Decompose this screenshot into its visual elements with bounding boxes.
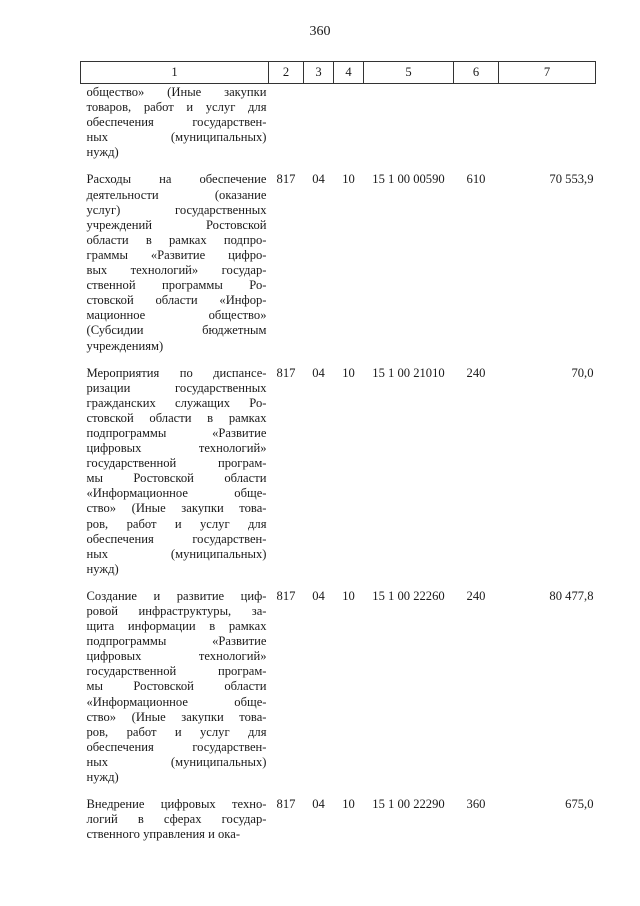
description-line: логий в сферах государ- [86,812,267,827]
amount-cell [499,84,596,161]
description-line: ров, работ и услуг для [86,724,267,739]
description-line: стовской области «Инфор- [86,293,267,308]
subsection-code-cell: 10 [342,172,355,187]
target-article-cell: 15 1 00 21010 [372,365,445,380]
target-article-cell: 15 1 00 22290 [372,797,445,812]
description-line: цифровых технологий» [86,649,267,664]
description-line: щита информации в рамках [86,619,267,634]
description-line: нужд) [86,145,119,160]
expense-type-cell: 610 [466,172,486,187]
subsection-code-cell: 10 [342,797,355,812]
description-line: ров, работ и услуг для [86,516,267,531]
page-number: 360 [309,24,331,39]
column-header-7: 7 [499,62,596,84]
description-line: граммы «Развитие цифро- [86,247,267,262]
description-line: нужд) [86,561,119,576]
table-row [81,785,596,842]
description-cell [81,785,269,842]
column-header-5: 5 [364,62,454,84]
expense-type-cell [454,84,499,161]
description-line: товаров, работ и услуг для [86,100,267,115]
column-header-6: 6 [454,62,499,84]
ved-code-cell: 817 [276,797,296,812]
column-header-3: 3 [304,62,334,84]
description-line: «Информационное обще- [86,486,267,501]
header-row [81,62,596,84]
description-line: подпрограммы «Развитие [86,425,267,440]
description-line: стовской области в рамках [86,410,267,425]
table-body [81,84,596,843]
description-line: обеспечения государствен- [86,531,267,546]
description-line: Внедрение цифровых техно- [86,797,267,812]
description-line: деятельности (оказание [86,187,267,202]
section-code-cell: 04 [312,172,325,187]
description-line: ство» (Иные закупки това- [86,709,267,724]
subsection-code-cell: 10 [342,588,355,603]
description-line: ственной программы Ро- [86,278,267,293]
description-line: мационное общество» [86,308,267,323]
ved-code-cell [269,84,304,161]
description-line: услуг) государственных [86,202,267,217]
description-line: Мероприятия по диспансе- [86,365,267,380]
description-line: Создание и развитие циф- [86,588,267,603]
description-line: общество» (Иные закупки [86,85,267,99]
description-line: Расходы на обеспечение [86,172,267,187]
column-header-4: 4 [334,62,364,84]
table-header [81,62,596,84]
description-cell [81,84,269,161]
section-code-cell [304,84,334,161]
amount-cell: 70,0 [571,365,594,380]
description-line: подпрограммы «Развитие [86,634,267,649]
description-line: мы Ростовской области [86,679,267,694]
ved-code-cell: 817 [276,588,296,603]
description-line: ных (муниципальных) [86,546,267,561]
target-article-cell [364,84,454,161]
section-code-cell: 04 [312,365,325,380]
description-line: области в рамках подпро- [86,232,267,247]
description-line: учреждений Ростовской [86,217,267,232]
table-row [81,577,596,785]
subsection-code-cell: 10 [342,365,355,380]
target-article-cell: 15 1 00 22260 [372,588,445,603]
section-code-cell: 04 [312,797,325,812]
amount-cell: 80 477,8 [549,588,594,603]
description-line: государственной програм- [86,456,267,471]
description-line: вых технологий» государ- [86,263,267,278]
ved-code-cell: 817 [276,365,296,380]
description-line: обеспечения государствен- [86,739,267,754]
description-line: ных (муниципальных) [86,754,267,769]
table-row [81,84,596,161]
budget-table [80,61,596,842]
amount-cell: 70 553,9 [549,172,594,187]
description-cell [81,354,269,577]
description-line: ровой инфраструктуры, за- [86,604,267,618]
description-line: обеспечения государствен- [86,115,267,130]
description-line: нужд) [86,770,119,785]
expense-type-cell: 240 [466,365,486,380]
expense-type-cell: 240 [466,588,486,603]
table-row [81,354,596,577]
amount-cell: 675,0 [565,797,594,812]
expense-type-cell: 360 [466,797,486,812]
description-cell [81,160,269,353]
description-line: ных (муниципальных) [86,130,267,145]
column-header-1: 1 [81,62,269,84]
description-line: цифровых технологий» [86,441,267,456]
table-row [81,160,596,353]
description-line: учреждениям) [86,338,164,353]
target-article-cell: 15 1 00 00590 [372,172,445,187]
subsection-code-cell [334,84,364,161]
description-cell [81,577,269,785]
description-line: гражданских служащих Ро- [86,395,267,410]
column-header-2: 2 [269,62,304,84]
description-line: ство» (Иные закупки това- [86,501,267,516]
description-line: «Информационное обще- [86,694,267,709]
section-code-cell: 04 [312,588,325,603]
description-line: (Субсидии бюджетным [86,323,267,338]
description-line: ственного управления и ока- [86,827,241,842]
description-line: ризации государственных [86,380,267,395]
ved-code-cell: 817 [276,172,296,187]
description-line: мы Ростовской области [86,471,267,486]
description-line: государственной програм- [86,664,267,679]
